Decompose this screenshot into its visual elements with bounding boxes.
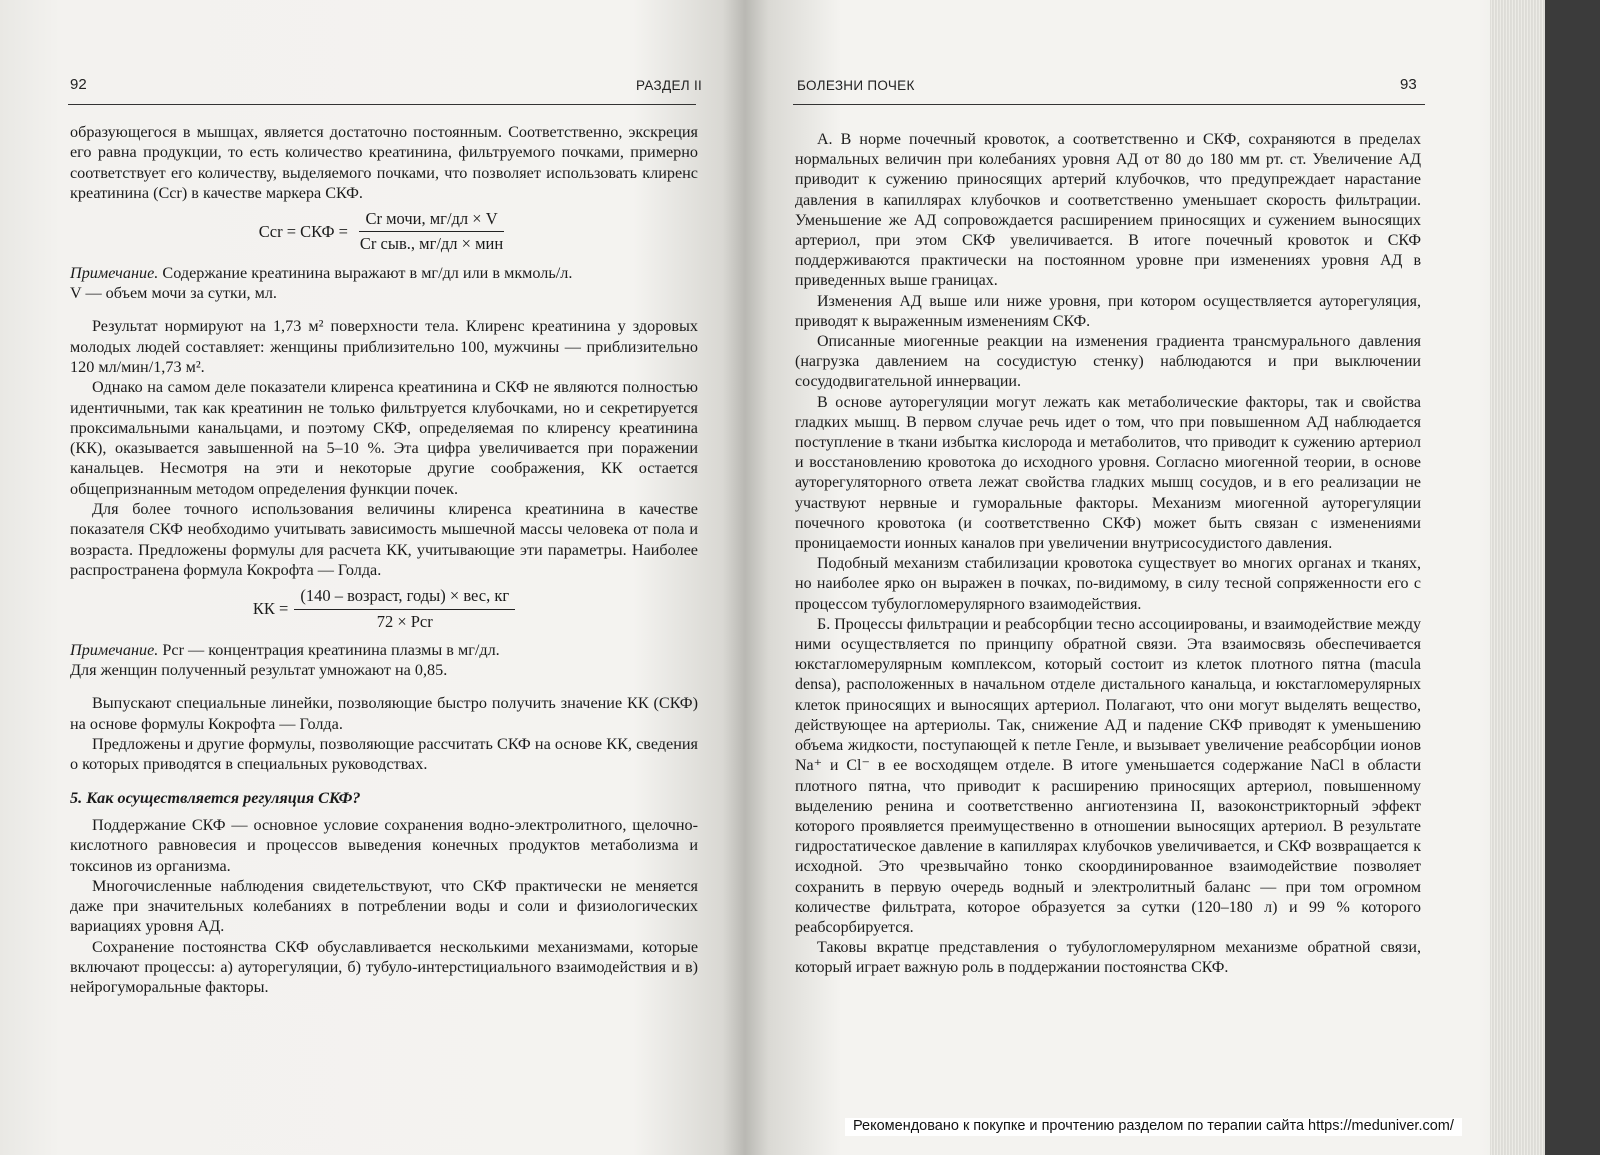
formula-fraction	[354, 209, 509, 255]
page-number-left: 92	[70, 76, 87, 93]
formula-denominator: 72 × Pcr	[376, 611, 433, 631]
paragraph: А. В норме почечный кровоток, а соответственно и СКФ, сохраняются в пределах нормальных величин при колебаниях уровня АД от 80 до 180 мм рт. ст. Увеличение АД приводит к сужению приносящих артерий клубочков, что предупреждает нарастание давления в капиллярах клубочков и соответственно уменьшает скорость фильтрации. Уменьшение же АД сопровождается расширением приносящих и сужением выносящих артериол, при этом СКФ увеличивается. В итоге почечный кровоток и СКФ поддерживаются практически на постоянном уровне при изменениях уровня АД в приведенных выше границах.	[795, 131, 1421, 290]
note-line: Для женщин полученный результат умножают на 0,85.	[70, 661, 448, 680]
running-header-right: БОЛЕЗНИ ПОЧЕК	[797, 78, 915, 93]
paragraph: Сохранение постоянства СКФ обуславливается несколькими механизмами, которые включают процессы: а) ауторегуляции, б) тубуло-интерстициального взаимодействия и в) нейрогуморальные факторы.	[70, 937, 698, 997]
formula-denominator: Cr сыв., мг/дл × мин	[359, 234, 504, 254]
note	[70, 263, 698, 283]
note-label: Примечание.	[70, 263, 159, 282]
page-edges	[1490, 0, 1545, 1155]
paragraph: Результат нормируют на 1,73 м² поверхности тела. Клиренс креатинина у здоровых молодых людей составляет: женщины приблизительно 100, мужчины — приблизительно 120 мл/мин/1,73 м².	[70, 317, 698, 376]
question-heading: 5. Как осуществляется регуляция СКФ?	[70, 788, 361, 807]
right-text-column	[795, 130, 1421, 979]
paragraph: Поддержание СКФ — основное условие сохранения водно-электролитного, щелочно-кислотного равновесия и процессов выведения конечных продуктов метаболизма и токсинов из организма.	[70, 815, 698, 875]
paragraph: образующегося в мышцах, является достаточно постоянным. Соответственно, экскреция его равна продукции, то есть количество креатинина, фильтруемого почками, примерно соответствует его количеству, выделяемого почками, что позволяет использовать клиренс креатинина (Ccr) в качестве маркера СКФ.	[70, 123, 698, 202]
paragraph: Многочисленные наблюдения свидетельствуют, что СКФ практически не меняется даже при значительных колебаниях в потреблении воды и соли и физиологических вариациях уровня АД.	[70, 876, 698, 936]
scan-background	[1545, 0, 1600, 1155]
paragraph: Предложены и другие формулы, позволяющие рассчитать СКФ на основе КК, сведения о которых приводятся в специальных руководствах.	[70, 735, 698, 774]
paragraph: Подобный механизм стабилизации кровотока существует во многих органах и тканях, но наиболее ярко он выражен в почках, по-видимому, в силу тесной сопряженности его с процессом тубулогломерулярного взаимодействия.	[795, 555, 1421, 613]
header-rule-left	[68, 104, 696, 105]
note-text: Содержание креатинина выражают в мг/дл или в мкмоль/л.	[158, 263, 573, 282]
note-text: Pcr — концентрация креатинина плазмы в мг/дл.	[158, 640, 500, 659]
formula-numerator: (140 – возраст, годы) × вес, кг	[294, 586, 515, 609]
formula-lhs: КК =	[252, 598, 289, 618]
paragraph: Для более точного использования величины клиренса креатинина в качестве показателя СКФ необходимо учитывать зависимость мышечной массы человека от пола и возраста. Предложены формулы для расчета КК, учитывающие эти параметры. Наиболее распространена формула Кокрофта — Голда.	[70, 500, 698, 579]
right-page	[745, 0, 1545, 1155]
note	[70, 640, 698, 660]
paragraph: Описанные миогенные реакции на изменения градиента трансмурального давления (нагрузка давлением на сосудистую стенку) наблюдаются и при выключении сосудодвигательной иннервации.	[795, 333, 1421, 391]
paragraph: Однако на самом деле показатели клиренса креатинина и СКФ не являются полностью идентичными, так как креатинин не только фильтруется клубочками, но и секретируется проксимальными канальцами, и поэтому СКФ, определяемая по клиренсу креатинина (КК), оказывается завышенной на 5–10 %. Эта цифра увеличивается при поражении канальцев. Несмотря на эти и некоторые другие соображения, КК остается общепризнанным методом определения функции почек.	[70, 378, 698, 498]
paragraph: Изменения АД выше или ниже уровня, при котором осуществляется ауторегуляция, приводят к выраженным изменениям СКФ.	[795, 292, 1421, 330]
paragraph: Б. Процессы фильтрации и реабсорбции тесно ассоциированы, и взаимодействие между ними осуществляется по принципу обратной связи. Эта взаимосвязь обеспечивается юкстагломерулярным комплексом, который состоит из клеток плотного пятна (macula densa), расположенных в начальном отделе дистального канальца, и юкстагломерулярных клеток приносящих и выносящих артериол. Полагают, что они могут выделять вещество, действующее на артериолы. Так, снижение АД и падение СКФ приводят к уменьшению объема жидкости, поступающей к петле Генле, и вызывает увеличение реабсорбции ионов Na⁺ и Cl⁻ в ее восходящем отделе. В итоге уменьшается содержание NaCl в области плотного пятна, что приводит к расширению приносящих артериол, повышенному выделению ренина и соответственно ангиотензина II, вазоконстрикторный эффект которого проявляется преимущественно в отношении выносящих артериол. В результате гидростатическое давление в капиллярах клубочков увеличивается, и СКФ возвращается к исходной. Это чрезвычайно тонко скоординированное взаимодействие позволяет сохранить в первую очередь водный и электролитный баланс — при том огромном количестве фильтрата, которое образуется за сутки (120–180 л) и 99 % которого реабсорбируется.	[795, 615, 1421, 936]
paragraph: В основе ауторегуляции могут лежать как метаболические факторы, так и свойства гладких мышц. В первом случае речь идет о том, что при повышенном АД наблюдается поступление в ткани избытка кислорода и метаболитов, что приводит к сужению артериол и восстановлению кровотока до исходного уровня. Согласно миогенной теории, в основе ауторегуляторного ответа лежат свойства гладких мышц сосудов, и в его реализации не участвуют нервные и гуморальные факторы. Механизм миогенной ауторегуляции почечного кровотока (и соответственно СКФ) может быть связан с изменениями проницаемости ионных каналов при увеличении внутрисосудистого давления.	[795, 393, 1421, 553]
page-number-right: 93	[1400, 76, 1417, 93]
footer-watermark: Рекомендовано к покупке и прочтению разделом по терапии сайта https://meduniver.com/	[845, 1118, 1462, 1136]
note-label: Примечание.	[70, 640, 159, 659]
formula-lhs: Ccr = СКФ =	[258, 221, 348, 241]
left-text-column	[70, 122, 698, 998]
left-page	[0, 0, 745, 1155]
paragraph: Таковы вкратце представления о тубулогломерулярном механизме обратной связи, который играет важную роль в поддержании постоянства СКФ.	[795, 939, 1421, 977]
header-rule-right	[793, 104, 1425, 105]
formula-numerator: Cr мочи, мг/дл × V	[359, 209, 503, 232]
formula-fraction	[294, 586, 515, 632]
paragraph: Выпускают специальные линейки, позволяющие быстро получить значение КК (СКФ) на основе формулы Кокрофта — Голда.	[70, 694, 698, 733]
formula-kk	[70, 586, 698, 632]
note-line: V — объем мочи за сутки, мл.	[70, 284, 277, 303]
running-header-left: РАЗДЕЛ II	[636, 78, 703, 93]
formula-ccr	[70, 209, 698, 255]
